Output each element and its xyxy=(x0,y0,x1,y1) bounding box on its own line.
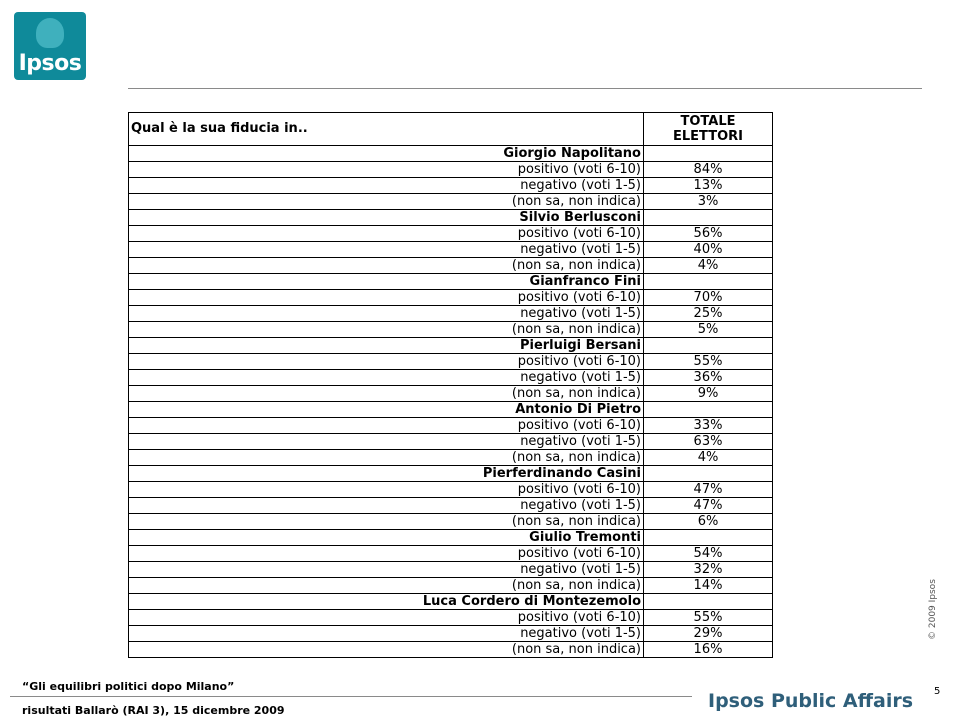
person-name: Luca Cordero di Montezemolo xyxy=(129,594,644,610)
logo-head-icon xyxy=(36,18,64,48)
row-label: positivo (voti 6-10) xyxy=(129,610,644,626)
row-value: 5% xyxy=(644,322,773,338)
row-value: 84% xyxy=(644,162,773,178)
row-label: positivo (voti 6-10) xyxy=(129,418,644,434)
table-row xyxy=(129,226,773,242)
empty-value-cell xyxy=(644,402,773,418)
row-value: 40% xyxy=(644,242,773,258)
row-value: 33% xyxy=(644,418,773,434)
row-label: negativo (voti 1-5) xyxy=(129,498,644,514)
person-name: Silvio Berlusconi xyxy=(129,210,644,226)
row-value: 3% xyxy=(644,194,773,210)
table-row xyxy=(129,514,773,530)
row-value: 6% xyxy=(644,514,773,530)
row-value: 70% xyxy=(644,290,773,306)
table-row xyxy=(129,498,773,514)
row-label: negativo (voti 1-5) xyxy=(129,434,644,450)
footer-subtitle: risultati Ballarò (RAI 3), 15 dicembre 2009 xyxy=(22,704,285,717)
brand-name: Ipsos Public Affairs xyxy=(708,690,914,712)
row-label: (non sa, non indica) xyxy=(129,322,644,338)
row-value: 29% xyxy=(644,626,773,642)
table-row xyxy=(129,370,773,386)
person-name: Pierluigi Bersani xyxy=(129,338,644,354)
table-row xyxy=(129,306,773,322)
table-row xyxy=(129,258,773,274)
table-row xyxy=(129,434,773,450)
table-row xyxy=(129,386,773,402)
person-row xyxy=(129,210,773,226)
total-header-cell xyxy=(644,113,773,146)
person-row xyxy=(129,594,773,610)
table-row xyxy=(129,578,773,594)
row-value: 63% xyxy=(644,434,773,450)
footer-title: “Gli equilibri politici dopo Milano” xyxy=(22,680,235,693)
row-label: (non sa, non indica) xyxy=(129,386,644,402)
person-name: Antonio Di Pietro xyxy=(129,402,644,418)
page-number: 5 xyxy=(934,686,941,697)
table-row xyxy=(129,562,773,578)
row-label: (non sa, non indica) xyxy=(129,642,644,658)
row-value: 47% xyxy=(644,498,773,514)
row-label: negativo (voti 1-5) xyxy=(129,242,644,258)
person-row xyxy=(129,274,773,290)
table-row xyxy=(129,482,773,498)
row-label: (non sa, non indica) xyxy=(129,450,644,466)
empty-value-cell xyxy=(644,146,773,162)
table-row xyxy=(129,322,773,338)
table-row xyxy=(129,642,773,658)
table-row xyxy=(129,354,773,370)
row-value: 14% xyxy=(644,578,773,594)
person-row xyxy=(129,338,773,354)
empty-value-cell xyxy=(644,530,773,546)
row-value: 56% xyxy=(644,226,773,242)
table-row xyxy=(129,418,773,434)
row-label: (non sa, non indica) xyxy=(129,514,644,530)
person-name: Pierferdinando Casini xyxy=(129,466,644,482)
table-row xyxy=(129,546,773,562)
row-label: negativo (voti 1-5) xyxy=(129,178,644,194)
person-name: Giulio Tremonti xyxy=(129,530,644,546)
row-value: 25% xyxy=(644,306,773,322)
table-row xyxy=(129,194,773,210)
row-value: 54% xyxy=(644,546,773,562)
person-name: Giorgio Napolitano xyxy=(129,146,644,162)
empty-value-cell xyxy=(644,274,773,290)
row-label: negativo (voti 1-5) xyxy=(129,626,644,642)
person-row xyxy=(129,466,773,482)
row-value: 9% xyxy=(644,386,773,402)
row-value: 47% xyxy=(644,482,773,498)
row-value: 36% xyxy=(644,370,773,386)
row-label: negativo (voti 1-5) xyxy=(129,562,644,578)
empty-value-cell xyxy=(644,594,773,610)
table-row xyxy=(129,626,773,642)
survey-table xyxy=(128,112,773,658)
row-label: negativo (voti 1-5) xyxy=(129,306,644,322)
table-row xyxy=(129,290,773,306)
row-label: (non sa, non indica) xyxy=(129,194,644,210)
row-label: positivo (voti 6-10) xyxy=(129,546,644,562)
table-row xyxy=(129,610,773,626)
person-row xyxy=(129,402,773,418)
row-label: (non sa, non indica) xyxy=(129,578,644,594)
table-row xyxy=(129,162,773,178)
row-value: 4% xyxy=(644,258,773,274)
row-label: positivo (voti 6-10) xyxy=(129,290,644,306)
logo-text: Ipsos xyxy=(18,51,82,76)
person-row xyxy=(129,530,773,546)
question-cell: Qual è la sua fiducia in.. xyxy=(129,113,644,146)
total-header-line2: ELETTORI xyxy=(673,129,743,144)
row-value: 13% xyxy=(644,178,773,194)
row-value: 55% xyxy=(644,610,773,626)
table-row xyxy=(129,242,773,258)
table-row xyxy=(129,178,773,194)
person-name: Gianfranco Fini xyxy=(129,274,644,290)
row-label: negativo (voti 1-5) xyxy=(129,370,644,386)
row-label: positivo (voti 6-10) xyxy=(129,354,644,370)
empty-value-cell xyxy=(644,338,773,354)
row-value: 16% xyxy=(644,642,773,658)
empty-value-cell xyxy=(644,466,773,482)
row-label: positivo (voti 6-10) xyxy=(129,162,644,178)
person-row xyxy=(129,146,773,162)
row-label: positivo (voti 6-10) xyxy=(129,226,644,242)
copyright-text: © 2009 Ipsos xyxy=(928,579,938,640)
empty-value-cell xyxy=(644,210,773,226)
footer-divider xyxy=(10,696,692,697)
row-value: 4% xyxy=(644,450,773,466)
table-row xyxy=(129,450,773,466)
ipsos-logo xyxy=(14,12,86,80)
row-value: 32% xyxy=(644,562,773,578)
header-divider xyxy=(128,88,922,89)
table-header-row xyxy=(129,113,773,146)
row-value: 55% xyxy=(644,354,773,370)
row-label: (non sa, non indica) xyxy=(129,258,644,274)
total-header-line1: TOTALE xyxy=(680,114,736,129)
row-label: positivo (voti 6-10) xyxy=(129,482,644,498)
